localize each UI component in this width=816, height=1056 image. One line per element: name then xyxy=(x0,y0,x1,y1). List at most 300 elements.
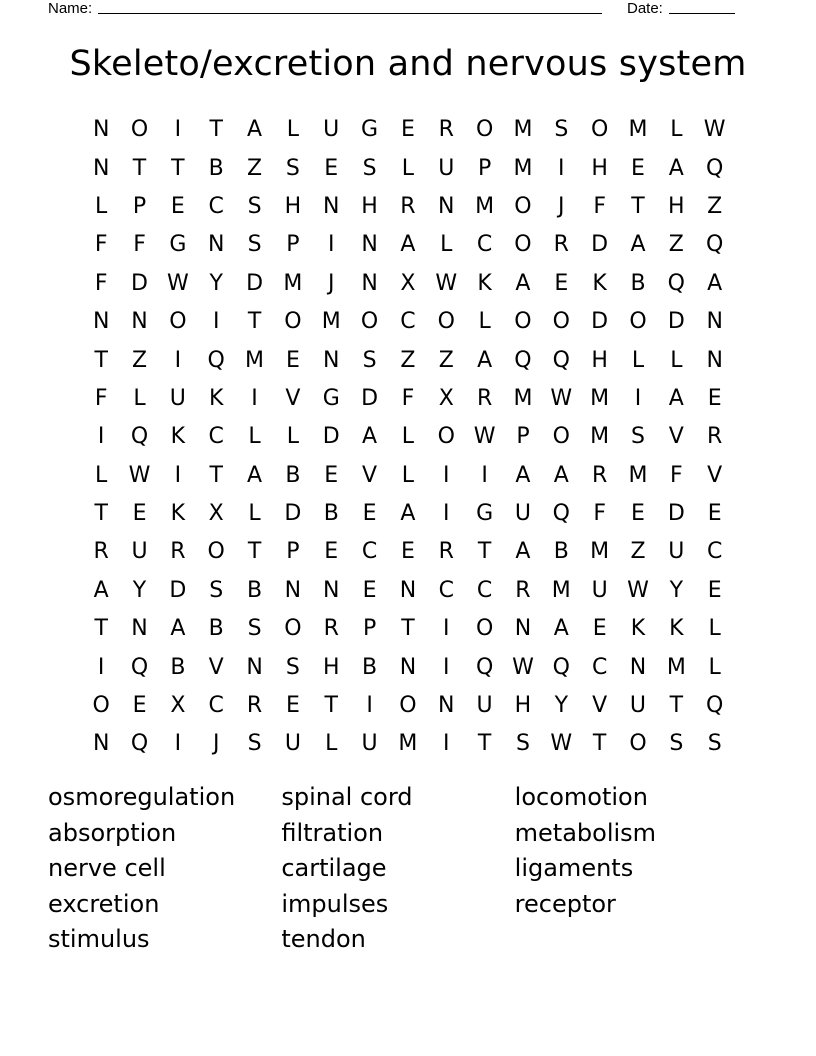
page-title: Skeleto/excretion and nervous system xyxy=(69,44,747,84)
grid-cell[interactable]: L xyxy=(670,347,683,373)
grid-cell[interactable]: I xyxy=(251,385,258,411)
grid-row xyxy=(82,303,734,341)
grid-cell[interactable]: D xyxy=(591,232,609,258)
grid-cell[interactable]: M xyxy=(551,577,571,603)
grid-cell[interactable]: F xyxy=(94,232,108,258)
grid-cell[interactable]: N xyxy=(92,309,110,335)
grid-cell[interactable]: A xyxy=(477,347,493,373)
grid-cell[interactable]: S xyxy=(362,347,377,373)
grid-cell[interactable]: O xyxy=(207,539,225,565)
grid-cell[interactable]: R xyxy=(323,616,339,642)
grid-cell[interactable]: I xyxy=(97,654,105,680)
word-list-item: stimulus xyxy=(48,925,150,954)
grid-cell[interactable]: U xyxy=(438,155,455,181)
grid-cell[interactable]: F xyxy=(670,462,683,488)
date-blank-line[interactable] xyxy=(669,0,735,14)
grid-cell[interactable]: I xyxy=(558,155,565,181)
grid-cell[interactable]: Q xyxy=(130,654,149,680)
grid-cell[interactable]: K xyxy=(170,424,186,450)
grid-cell[interactable]: C xyxy=(208,193,224,219)
grid-cell[interactable]: O xyxy=(475,616,494,642)
grid-cell[interactable]: K xyxy=(170,501,186,527)
grid-cell[interactable]: L xyxy=(708,654,721,680)
grid-cell[interactable]: A xyxy=(362,424,378,450)
grid-cell[interactable]: O xyxy=(629,309,647,335)
grid-cell[interactable]: T xyxy=(324,693,338,719)
grid-cell[interactable]: Q xyxy=(706,693,724,719)
grid-cell[interactable]: C xyxy=(208,693,224,719)
grid-cell[interactable]: F xyxy=(133,232,146,258)
grid-cell[interactable]: I xyxy=(634,385,642,411)
grid-cell[interactable]: P xyxy=(516,424,530,450)
grid-cell[interactable]: T xyxy=(401,616,415,642)
grid-cell[interactable]: T xyxy=(171,155,185,181)
grid-cell[interactable]: O xyxy=(399,693,417,719)
grid-cell[interactable]: U xyxy=(169,385,186,411)
grid-cell[interactable]: F xyxy=(94,270,108,296)
grid-cell[interactable]: M xyxy=(321,309,341,335)
grid-cell[interactable]: S xyxy=(285,155,300,181)
grid-cell[interactable]: N xyxy=(706,347,723,373)
grid-cell[interactable]: N xyxy=(361,232,378,258)
grid-cell[interactable]: Q xyxy=(552,654,570,680)
grid-cell[interactable]: J xyxy=(558,193,565,219)
grid-cell[interactable]: D xyxy=(246,270,264,296)
grid-cell[interactable]: E xyxy=(554,270,569,296)
grid-cell[interactable]: T xyxy=(477,731,492,757)
grid-cell[interactable]: O xyxy=(629,731,647,757)
grid-cell[interactable]: O xyxy=(552,309,570,335)
grid-cell[interactable]: E xyxy=(631,155,645,181)
grid-cell[interactable]: C xyxy=(476,577,493,603)
grid-cell[interactable]: D xyxy=(361,385,379,411)
grid-cell[interactable]: H xyxy=(284,193,302,219)
grid-cell[interactable]: G xyxy=(322,385,340,411)
grid-cell[interactable]: N xyxy=(514,616,532,642)
grid-cell[interactable]: N xyxy=(399,654,417,680)
grid-cell[interactable]: O xyxy=(514,309,532,335)
grid-row xyxy=(82,533,734,571)
grid-cell[interactable]: F xyxy=(593,193,606,219)
grid-cell[interactable]: Z xyxy=(707,193,723,219)
grid-cell[interactable]: P xyxy=(477,155,492,181)
grid-cell[interactable]: T xyxy=(247,539,262,565)
grid-cell[interactable]: A xyxy=(247,462,263,488)
grid-cell[interactable]: M xyxy=(590,539,610,565)
grid-cell[interactable]: L xyxy=(286,117,300,143)
grid-cell[interactable]: I xyxy=(443,616,450,642)
grid-cell[interactable]: S xyxy=(554,117,569,143)
grid-cell[interactable]: A xyxy=(400,232,416,258)
grid-cell[interactable]: Z xyxy=(630,539,646,565)
grid-cell[interactable]: E xyxy=(362,501,377,527)
grid-cell[interactable]: O xyxy=(130,117,149,143)
grid-cell[interactable]: H xyxy=(591,347,608,373)
grid-cell[interactable]: G xyxy=(361,117,379,143)
grid-cell[interactable]: I xyxy=(327,232,335,258)
grid-cell[interactable]: B xyxy=(553,539,569,565)
grid-cell[interactable]: L xyxy=(248,501,261,527)
grid-cell[interactable]: X xyxy=(438,385,454,411)
grid-cell[interactable]: A xyxy=(553,462,569,488)
grid-cell[interactable]: O xyxy=(284,309,302,335)
grid-cell[interactable]: L xyxy=(670,117,683,143)
grid-cell[interactable]: S xyxy=(285,654,300,680)
grid-cell[interactable]: O xyxy=(360,309,379,335)
grid-cell[interactable]: O xyxy=(284,616,302,642)
grid-cell[interactable]: R xyxy=(707,424,723,450)
grid-cell[interactable]: U xyxy=(514,501,531,527)
grid-cell[interactable]: J xyxy=(212,731,220,757)
grid-cell[interactable]: D xyxy=(322,424,340,450)
grid-cell[interactable]: U xyxy=(591,577,608,603)
grid-cell[interactable]: A xyxy=(668,385,684,411)
grid-cell[interactable]: D xyxy=(284,501,302,527)
grid-cell[interactable]: U xyxy=(361,731,378,757)
grid-cell[interactable]: U xyxy=(476,693,493,719)
grid-cell[interactable]: L xyxy=(478,309,491,335)
grid-cell[interactable]: E xyxy=(362,577,377,603)
grid-cell[interactable]: I xyxy=(366,693,373,719)
grid-cell[interactable]: K xyxy=(630,616,646,642)
grid-cell[interactable]: T xyxy=(94,616,108,642)
grid-cell[interactable]: C xyxy=(706,539,723,565)
grid-cell[interactable]: N xyxy=(706,309,723,335)
grid-cell[interactable]: U xyxy=(629,693,647,719)
grid-cell[interactable]: H xyxy=(591,155,608,181)
grid-cell[interactable]: E xyxy=(324,462,339,488)
grid-cell[interactable]: M xyxy=(513,155,533,181)
grid-cell[interactable]: B xyxy=(285,462,301,488)
grid-cell[interactable]: B xyxy=(362,654,378,680)
grid-cell[interactable]: T xyxy=(94,347,108,373)
grid-cell[interactable]: Q xyxy=(514,347,532,373)
grid-cell[interactable]: S xyxy=(631,424,645,450)
grid-cell[interactable]: X xyxy=(400,270,416,296)
grid-cell[interactable]: L xyxy=(440,232,453,258)
grid-cell[interactable]: R xyxy=(553,232,569,258)
grid-cell[interactable]: S xyxy=(247,731,262,757)
grid-cell[interactable]: E xyxy=(285,347,300,373)
grid-cell[interactable]: I xyxy=(443,501,450,527)
grid-cell[interactable]: T xyxy=(477,539,492,565)
grid-cell[interactable]: L xyxy=(95,193,108,219)
grid-cell[interactable]: A xyxy=(553,616,569,642)
grid-cell[interactable]: H xyxy=(322,654,340,680)
grid-cell[interactable]: R xyxy=(93,539,109,565)
grid-cell[interactable]: V xyxy=(208,654,224,680)
grid-cell[interactable]: C xyxy=(208,424,224,450)
grid-cell[interactable]: Z xyxy=(438,347,454,373)
grid-cell[interactable]: A xyxy=(707,270,723,296)
grid-cell[interactable]: V xyxy=(668,424,684,450)
grid-cell[interactable]: R xyxy=(438,117,454,143)
grid-cell[interactable]: K xyxy=(592,270,607,296)
grid-cell[interactable]: E xyxy=(324,155,339,181)
grid-cell[interactable]: O xyxy=(437,309,455,335)
grid-cell[interactable]: A xyxy=(93,577,109,603)
name-blank-line[interactable] xyxy=(98,0,602,14)
word-list-item: tendon xyxy=(281,925,366,954)
grid-cell[interactable]: Z xyxy=(668,232,684,258)
grid-cell[interactable]: Y xyxy=(554,693,569,719)
grid-cell[interactable]: O xyxy=(514,232,532,258)
grid-cell[interactable]: L xyxy=(325,731,338,757)
grid-cell[interactable]: P xyxy=(286,232,300,258)
grid-cell[interactable]: D xyxy=(667,501,685,527)
grid-cell[interactable]: A xyxy=(515,539,531,565)
grid-cell[interactable]: I xyxy=(443,462,450,488)
grid-cell[interactable]: P xyxy=(286,539,300,565)
grid-cell[interactable]: W xyxy=(166,270,189,296)
grid-cell[interactable]: N xyxy=(438,693,455,719)
grid-cell[interactable]: S xyxy=(247,616,262,642)
grid-cell[interactable]: A xyxy=(668,155,684,181)
grid-cell[interactable]: Q xyxy=(207,347,225,373)
grid-cell[interactable]: C xyxy=(591,654,608,680)
grid-cell[interactable]: P xyxy=(132,193,147,219)
grid-cell[interactable]: E xyxy=(631,501,645,527)
grid-row xyxy=(82,149,734,187)
grid-cell[interactable]: L xyxy=(95,462,108,488)
grid-cell[interactable]: N xyxy=(323,577,340,603)
grid-cell[interactable]: Q xyxy=(706,232,724,258)
grid-cell[interactable]: R xyxy=(246,693,263,719)
grid-cell[interactable]: Q xyxy=(667,270,685,296)
grid-cell[interactable]: O xyxy=(475,117,494,143)
grid-cell[interactable]: E xyxy=(285,693,300,719)
grid-cell[interactable]: W xyxy=(550,731,573,757)
grid-cell[interactable]: N xyxy=(131,309,148,335)
grid-cell[interactable]: F xyxy=(593,501,606,527)
grid-cell[interactable]: Y xyxy=(669,577,684,603)
grid-cell[interactable]: W xyxy=(703,117,726,143)
grid-cell[interactable]: Q xyxy=(130,731,149,757)
grid-cell[interactable]: N xyxy=(92,117,110,143)
grid-cell[interactable]: B xyxy=(247,577,263,603)
grid-cell[interactable]: T xyxy=(132,155,147,181)
grid-cell[interactable]: E xyxy=(400,539,415,565)
grid-cell[interactable]: D xyxy=(169,577,187,603)
grid-cell[interactable]: F xyxy=(94,385,108,411)
grid-cell[interactable]: A xyxy=(170,616,186,642)
grid-cell[interactable]: S xyxy=(247,232,262,258)
grid-cell[interactable]: Z xyxy=(400,347,416,373)
grid-cell[interactable]: L xyxy=(248,424,261,450)
grid-cell[interactable]: M xyxy=(513,117,533,143)
grid-cell[interactable]: B xyxy=(208,616,224,642)
grid-cell[interactable]: E xyxy=(132,501,147,527)
grid-cell[interactable]: W xyxy=(550,385,573,411)
grid-cell[interactable]: M xyxy=(245,347,265,373)
grid-cell[interactable]: R xyxy=(515,577,531,603)
grid-cell[interactable]: L xyxy=(286,424,300,450)
grid-cell[interactable]: Q xyxy=(475,654,494,680)
grid-cell[interactable]: I xyxy=(481,462,488,488)
grid-cell[interactable]: L xyxy=(401,155,415,181)
grid-cell[interactable]: H xyxy=(668,193,685,219)
grid-cell[interactable]: K xyxy=(208,385,224,411)
grid-cell[interactable]: I xyxy=(174,117,182,143)
grid-cell[interactable]: M xyxy=(398,731,418,757)
grid-cell[interactable]: X xyxy=(170,693,186,719)
grid-cell[interactable]: M xyxy=(283,270,303,296)
grid-cell[interactable]: E xyxy=(707,385,722,411)
grid-cell[interactable]: S xyxy=(362,155,377,181)
grid-cell[interactable]: S xyxy=(515,731,530,757)
grid-cell[interactable]: I xyxy=(174,731,182,757)
grid-cell[interactable]: E xyxy=(707,577,722,603)
grid-cell[interactable]: O xyxy=(552,424,570,450)
grid-cell[interactable]: W xyxy=(435,270,458,296)
grid-cell[interactable]: G xyxy=(476,501,494,527)
grid-cell[interactable]: I xyxy=(174,347,182,373)
grid-cell[interactable]: A xyxy=(515,462,531,488)
grid-cell[interactable]: B xyxy=(323,501,339,527)
grid-cell[interactable]: U xyxy=(131,539,148,565)
grid-cell[interactable]: A xyxy=(515,270,531,296)
grid-cell[interactable]: K xyxy=(477,270,492,296)
grid-cell[interactable]: G xyxy=(169,232,187,258)
grid-cell[interactable]: V xyxy=(707,462,723,488)
grid-cell[interactable]: V xyxy=(592,693,608,719)
grid-cell[interactable]: N xyxy=(284,577,302,603)
grid-cell[interactable]: Q xyxy=(130,424,149,450)
grid-cell[interactable]: N xyxy=(323,347,340,373)
grid-cell[interactable]: D xyxy=(131,270,148,296)
grid-cell[interactable]: U xyxy=(284,731,301,757)
grid-cell[interactable]: V xyxy=(362,462,378,488)
grid-cell[interactable]: N xyxy=(207,232,225,258)
grid-cell[interactable]: E xyxy=(170,193,185,219)
grid-cell[interactable]: V xyxy=(285,385,301,411)
grid-cell[interactable]: B xyxy=(208,155,224,181)
grid-cell[interactable]: M xyxy=(590,424,610,450)
grid-cell[interactable]: L xyxy=(708,616,721,642)
grid-cell[interactable]: I xyxy=(97,424,105,450)
grid-cell[interactable]: W xyxy=(627,577,649,603)
grid-row xyxy=(82,111,734,149)
grid-cell[interactable]: E xyxy=(707,501,722,527)
grid-cell[interactable]: Q xyxy=(552,347,570,373)
grid-cell[interactable]: D xyxy=(667,309,685,335)
grid-cell[interactable]: I xyxy=(443,731,450,757)
grid-cell[interactable]: I xyxy=(443,654,450,680)
grid-cell[interactable]: M xyxy=(628,462,648,488)
grid-cell[interactable]: O xyxy=(590,117,609,143)
grid-cell[interactable]: W xyxy=(512,654,534,680)
grid-cell[interactable]: Z xyxy=(247,155,263,181)
grid-cell[interactable]: A xyxy=(400,501,416,527)
grid-cell[interactable]: N xyxy=(629,654,647,680)
grid-cell[interactable]: O xyxy=(514,193,532,219)
grid-cell[interactable]: F xyxy=(401,385,415,411)
grid-cell[interactable]: C xyxy=(400,309,416,335)
grid-cell[interactable]: P xyxy=(362,616,377,642)
grid-cell[interactable]: A xyxy=(247,117,263,143)
grid-row xyxy=(82,610,734,648)
grid-cell[interactable]: T xyxy=(247,309,262,335)
grid-cell[interactable]: U xyxy=(668,539,685,565)
grid-cell[interactable]: C xyxy=(438,577,454,603)
grid-cell[interactable]: L xyxy=(401,424,415,450)
grid-cell[interactable]: D xyxy=(591,309,609,335)
grid-cell[interactable]: N xyxy=(92,731,110,757)
grid-cell[interactable]: E xyxy=(324,539,339,565)
grid-cell[interactable]: M xyxy=(590,385,610,411)
grid-cell[interactable]: N xyxy=(246,654,263,680)
grid-cell[interactable]: L xyxy=(631,347,645,373)
grid-cell[interactable]: Z xyxy=(131,347,148,373)
grid-cell[interactable]: M xyxy=(475,193,495,219)
header xyxy=(48,0,748,18)
grid-cell[interactable]: O xyxy=(437,424,455,450)
grid-cell[interactable]: L xyxy=(401,462,415,488)
grid-cell[interactable]: Q xyxy=(706,155,724,181)
grid-cell[interactable]: R xyxy=(591,462,608,488)
grid-cell[interactable]: R xyxy=(170,539,186,565)
grid-cell[interactable]: E xyxy=(400,117,415,143)
grid-cell[interactable]: U xyxy=(323,117,340,143)
grid-cell[interactable]: E xyxy=(592,616,607,642)
grid-cell[interactable]: T xyxy=(592,731,607,757)
grid-cell[interactable]: T xyxy=(94,501,108,527)
grid-cell[interactable]: J xyxy=(327,270,335,296)
grid-cell[interactable]: N xyxy=(438,193,455,219)
grid-cell[interactable]: S xyxy=(209,577,224,603)
grid-cell[interactable]: N xyxy=(323,193,340,219)
grid-cell[interactable]: Y xyxy=(132,577,147,603)
grid-cell[interactable]: O xyxy=(169,309,187,335)
grid-cell[interactable]: S xyxy=(669,731,684,757)
grid-cell[interactable]: Q xyxy=(552,501,570,527)
grid-cell[interactable]: M xyxy=(628,117,648,143)
grid-cell[interactable]: M xyxy=(513,385,533,411)
grid-cell[interactable]: R xyxy=(476,385,493,411)
grid-cell[interactable]: W xyxy=(128,462,151,488)
grid-cell[interactable]: I xyxy=(212,309,220,335)
grid-cell[interactable]: R xyxy=(400,193,416,219)
grid-cell[interactable]: T xyxy=(209,462,223,488)
grid-cell[interactable]: B xyxy=(170,654,186,680)
grid-cell[interactable]: C xyxy=(361,539,378,565)
grid-cell[interactable]: K xyxy=(669,616,684,642)
grid-cell[interactable]: E xyxy=(132,693,147,719)
grid-cell[interactable]: R xyxy=(438,539,454,565)
grid-cell[interactable]: B xyxy=(630,270,646,296)
grid-cell[interactable]: T xyxy=(209,117,223,143)
grid-cell[interactable]: N xyxy=(131,616,148,642)
grid-cell[interactable]: H xyxy=(361,193,378,219)
grid-cell[interactable]: T xyxy=(669,693,684,719)
grid-cell[interactable]: C xyxy=(476,232,493,258)
grid-cell[interactable]: T xyxy=(631,193,645,219)
grid-cell[interactable]: Y xyxy=(209,270,223,296)
grid-cell[interactable]: N xyxy=(399,577,417,603)
grid-cell[interactable]: L xyxy=(133,385,146,411)
grid-cell[interactable]: X xyxy=(208,501,224,527)
grid-cell[interactable]: W xyxy=(473,424,496,450)
grid-cell[interactable]: O xyxy=(92,693,110,719)
grid-cell[interactable]: H xyxy=(514,693,532,719)
grid-cell[interactable]: I xyxy=(174,462,182,488)
grid-cell[interactable]: A xyxy=(630,232,646,258)
grid-cell[interactable]: N xyxy=(92,155,110,181)
grid-cell[interactable]: N xyxy=(361,270,378,296)
grid-cell[interactable]: S xyxy=(247,193,262,219)
grid-cell[interactable]: M xyxy=(666,654,686,680)
grid-cell[interactable]: S xyxy=(707,731,722,757)
